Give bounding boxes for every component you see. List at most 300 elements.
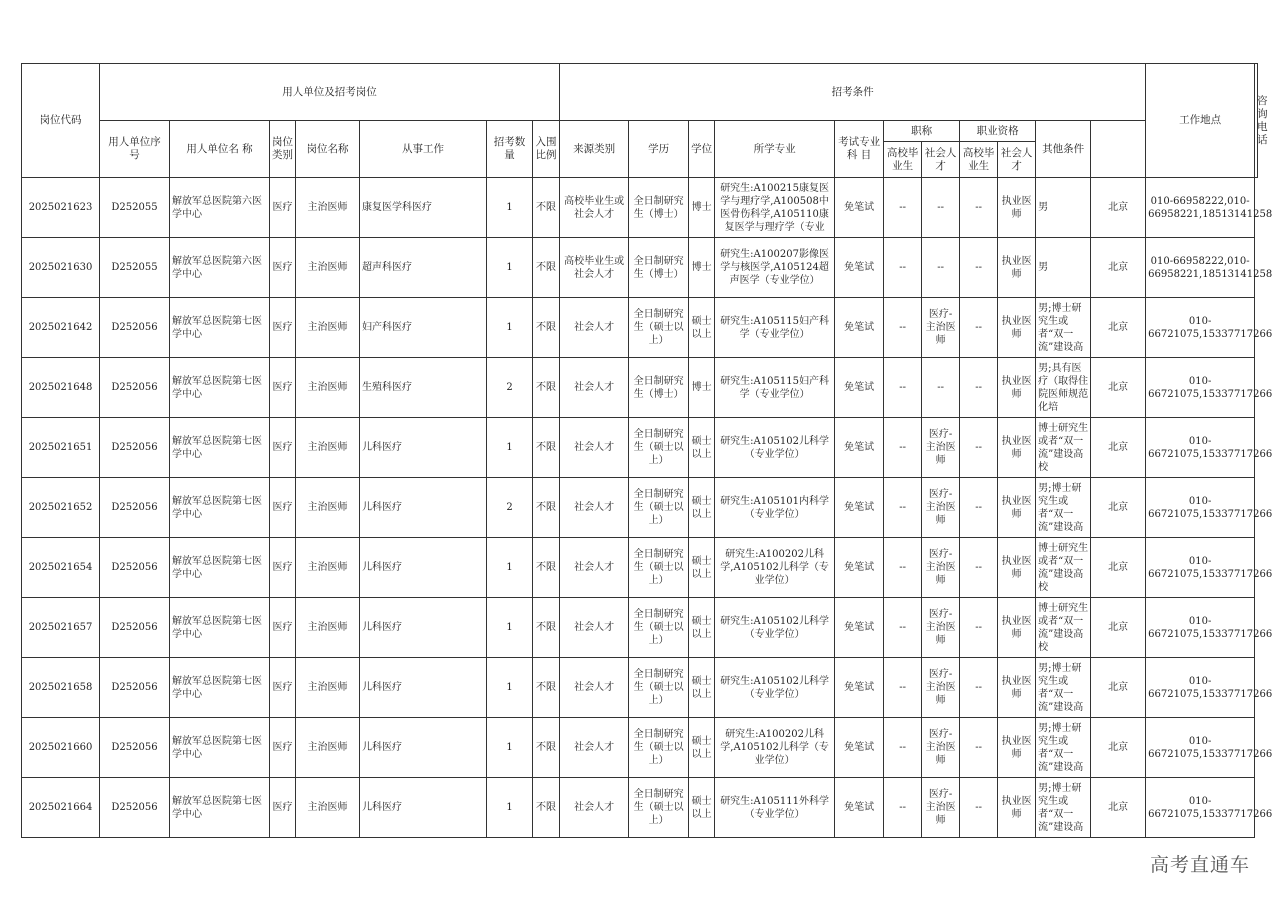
cell-unit-seq-text: D252055	[111, 202, 158, 213]
cell-post-name-text: 主治医师	[307, 382, 348, 393]
cell-exam	[835, 418, 884, 478]
cell-work-text: 生殖科医疗	[362, 382, 412, 393]
cell-education	[629, 238, 689, 298]
cell-title-graduate-text: --	[899, 562, 906, 573]
header-title-group: 职称	[884, 121, 960, 142]
cell-phone-text: 010-66958222,010-66958221,18513141258	[1148, 255, 1273, 280]
cell-education-text: 全日制研究生（硕士以上）	[633, 609, 684, 646]
cell-ratio-text: 不限	[536, 682, 557, 693]
cell-count-text: 1	[506, 202, 513, 213]
cell-degree	[689, 178, 715, 238]
cell-title-graduate	[884, 598, 922, 658]
header-exam: 考试专业科 目	[835, 121, 884, 178]
cell-count-text: 1	[506, 442, 513, 453]
cell-post-type-text: 医疗	[272, 682, 293, 693]
cell-education	[629, 718, 689, 778]
table-row	[22, 718, 1258, 778]
cell-qual-graduate	[960, 538, 998, 598]
cell-major	[715, 358, 835, 418]
cell-unit-seq	[100, 658, 170, 718]
cell-post-name	[296, 238, 360, 298]
cell-qual-social	[998, 418, 1036, 478]
cell-major	[715, 718, 835, 778]
cell-title-social	[922, 178, 960, 238]
cell-exam-text: 免笔试	[844, 622, 875, 633]
cell-exam	[835, 238, 884, 298]
cell-qual-graduate-text: --	[975, 382, 982, 393]
table-row	[22, 238, 1258, 298]
cell-other	[1036, 478, 1091, 538]
table-row	[22, 778, 1258, 838]
cell-exam-text: 免笔试	[844, 502, 875, 513]
cell-title-graduate	[884, 478, 922, 538]
cell-post-code-text: 2025021642	[28, 322, 93, 333]
cell-post-type	[270, 538, 296, 598]
cell-work	[360, 538, 487, 598]
cell-qual-social	[998, 358, 1036, 418]
cell-major	[715, 538, 835, 598]
cell-post-type	[270, 358, 296, 418]
cell-major-text: 研究生:A105115妇产科学（专业学位）	[720, 315, 829, 340]
cell-location	[1091, 238, 1146, 298]
cell-post-type	[270, 238, 296, 298]
cell-post-name	[296, 298, 360, 358]
cell-phone	[1146, 658, 1273, 718]
cell-unit-name	[170, 178, 270, 238]
watermark-text: 高考直通车	[1149, 854, 1250, 876]
cell-location	[1091, 178, 1146, 238]
cell-post-type	[270, 598, 296, 658]
cell-qual-social	[998, 298, 1036, 358]
cell-count	[487, 358, 533, 418]
cell-title-graduate-text: --	[899, 622, 906, 633]
cell-location	[1091, 298, 1146, 358]
header-qual-graduate: 高校毕业生	[960, 142, 998, 178]
cell-unit-name-text: 解放军总医院第七医学中心	[172, 495, 262, 520]
cell-location-text: 北京	[1108, 622, 1129, 633]
cell-other	[1036, 358, 1091, 418]
cell-title-graduate-text: --	[899, 442, 906, 453]
cell-post-code	[22, 418, 100, 478]
cell-phone	[1146, 718, 1273, 778]
cell-unit-seq	[100, 538, 170, 598]
cell-post-code-text: 2025021664	[28, 802, 93, 813]
cell-qual-graduate-text: --	[975, 202, 982, 213]
cell-post-type	[270, 178, 296, 238]
cell-post-name	[296, 418, 360, 478]
cell-post-type-text: 医疗	[272, 802, 293, 813]
cell-post-code	[22, 238, 100, 298]
cell-title-social-text: 医疗-主治医师	[925, 429, 956, 466]
cell-major-text: 研究生:A105102儿科学（专业学位）	[720, 435, 829, 460]
cell-unit-name	[170, 598, 270, 658]
cell-post-name	[296, 598, 360, 658]
cell-degree	[689, 358, 715, 418]
cell-post-type-text: 医疗	[272, 322, 293, 333]
cell-post-type	[270, 418, 296, 478]
cell-phone	[1146, 178, 1273, 238]
cell-other-text: 男;博士研究生或者“双一流”建设高	[1038, 482, 1084, 533]
cell-major	[715, 778, 835, 838]
cell-degree	[689, 658, 715, 718]
cell-source	[560, 358, 629, 418]
cell-post-type	[270, 658, 296, 718]
cell-unit-name-text: 解放军总医院第七医学中心	[172, 375, 262, 400]
table-row	[22, 298, 1258, 358]
cell-unit-seq-text: D252056	[111, 562, 158, 573]
cell-count-text: 1	[506, 682, 513, 693]
cell-work-text: 康复医学科医疗	[362, 202, 432, 213]
cell-major-text: 研究生:A100215康复医学与理疗学,A100508中医骨伤科学,A105110康复医学与理疗学（专业	[720, 182, 829, 233]
cell-education	[629, 658, 689, 718]
header-education: 学历	[629, 121, 689, 178]
cell-ratio	[533, 718, 560, 778]
cell-location-text: 北京	[1108, 502, 1129, 513]
cell-ratio-text: 不限	[536, 202, 557, 213]
cell-post-type-text: 医疗	[272, 742, 293, 753]
cell-other	[1036, 418, 1091, 478]
cell-qual-social	[998, 658, 1036, 718]
cell-unit-name	[170, 718, 270, 778]
cell-count-text: 2	[506, 502, 513, 513]
cell-qual-graduate	[960, 718, 998, 778]
cell-count-text: 1	[506, 742, 513, 753]
cell-qual-social-text: 执业医师	[1001, 795, 1032, 820]
cell-unit-seq	[100, 718, 170, 778]
cell-unit-seq-text: D252055	[111, 262, 158, 273]
cell-qual-graduate-text: --	[975, 502, 982, 513]
cell-title-social	[922, 658, 960, 718]
cell-exam-text: 免笔试	[844, 262, 875, 273]
cell-major	[715, 658, 835, 718]
cell-post-code-text: 2025021648	[28, 382, 93, 393]
cell-other-text: 博士研究生或者“双一流”建设高校	[1038, 542, 1089, 593]
cell-title-social-text: 医疗-主治医师	[925, 609, 956, 646]
cell-qual-social-text: 执业医师	[1001, 195, 1032, 220]
cell-source-text: 社会人才	[574, 442, 615, 453]
cell-unit-name	[170, 418, 270, 478]
recruitment-table	[21, 63, 1273, 838]
cell-qual-graduate-text: --	[975, 742, 982, 753]
cell-post-name-text: 主治医师	[307, 802, 348, 813]
cell-degree-text: 硕士以上	[691, 735, 712, 760]
cell-title-graduate-text: --	[899, 202, 906, 213]
table-row	[22, 418, 1258, 478]
cell-qual-social	[998, 238, 1036, 298]
cell-exam	[835, 658, 884, 718]
cell-other-text: 博士研究生或者“双一流”建设高校	[1038, 602, 1089, 653]
cell-count	[487, 418, 533, 478]
cell-unit-seq	[100, 298, 170, 358]
cell-title-social-text: --	[937, 382, 944, 393]
cell-qual-social	[998, 718, 1036, 778]
cell-unit-seq	[100, 358, 170, 418]
cell-source	[560, 178, 629, 238]
cell-location-text: 北京	[1108, 682, 1129, 693]
cell-other-text: 男;博士研究生或者“双一流”建设高	[1038, 722, 1084, 773]
cell-work	[360, 298, 487, 358]
cell-work	[360, 238, 487, 298]
cell-source-text: 社会人才	[574, 802, 615, 813]
cell-ratio-text: 不限	[536, 262, 557, 273]
cell-post-type	[270, 298, 296, 358]
cell-source	[560, 418, 629, 478]
cell-degree-text: 博士	[691, 202, 712, 213]
cell-qual-social	[998, 598, 1036, 658]
cell-post-name	[296, 778, 360, 838]
cell-qual-graduate-text: --	[975, 262, 982, 273]
cell-exam	[835, 358, 884, 418]
cell-major-text: 研究生:A100207影像医学与核医学,A105124超声医学（专业学位）	[720, 249, 829, 286]
cell-unit-seq-text: D252056	[111, 622, 158, 633]
cell-source-text: 高校毕业生或社会人才	[564, 195, 625, 220]
cell-education	[629, 178, 689, 238]
cell-title-social	[922, 718, 960, 778]
cell-work-text: 妇产科医疗	[362, 322, 412, 333]
cell-degree-text: 硕士以上	[691, 435, 712, 460]
table-row	[22, 538, 1258, 598]
cell-source-text: 社会人才	[574, 562, 615, 573]
cell-post-code-text: 2025021657	[28, 622, 93, 633]
cell-post-name-text: 主治医师	[307, 562, 348, 573]
cell-source	[560, 598, 629, 658]
cell-unit-seq-text: D252056	[111, 682, 158, 693]
cell-title-graduate-text: --	[899, 682, 906, 693]
cell-other-text: 男	[1038, 262, 1049, 273]
cell-work	[360, 658, 487, 718]
cell-ratio-text: 不限	[536, 382, 557, 393]
cell-qual-graduate-text: --	[975, 802, 982, 813]
cell-title-graduate	[884, 718, 922, 778]
header-unit-seq: 用人单位序 号	[100, 121, 170, 178]
cell-post-name	[296, 538, 360, 598]
cell-qual-graduate-text: --	[975, 322, 982, 333]
header-row-2	[22, 121, 1258, 142]
cell-unit-name	[170, 538, 270, 598]
cell-post-code-text: 2025021654	[28, 562, 93, 573]
cell-other	[1036, 538, 1091, 598]
cell-qual-graduate-text: --	[975, 562, 982, 573]
cell-post-code-text: 2025021652	[28, 502, 93, 513]
cell-count	[487, 658, 533, 718]
cell-title-graduate-text: --	[899, 502, 906, 513]
header-ratio: 入围比例	[533, 121, 560, 178]
cell-source	[560, 298, 629, 358]
cell-count-text: 1	[506, 322, 513, 333]
cell-work-text: 儿科医疗	[362, 682, 402, 693]
cell-qual-graduate	[960, 298, 998, 358]
cell-source-text: 社会人才	[574, 502, 615, 513]
cell-degree	[689, 538, 715, 598]
cell-source	[560, 718, 629, 778]
cell-ratio	[533, 358, 560, 418]
cell-phone-text: 010-66721075,15337717266	[1148, 735, 1273, 760]
cell-unit-name-text: 解放军总医院第七医学中心	[172, 795, 262, 820]
cell-title-graduate-text: --	[899, 742, 906, 753]
cell-unit-name-text: 解放军总医院第七医学中心	[172, 315, 262, 340]
cell-qual-graduate	[960, 418, 998, 478]
cell-qual-social-text: 执业医师	[1001, 315, 1032, 340]
cell-location	[1091, 778, 1146, 838]
cell-post-name-text: 主治医师	[307, 202, 348, 213]
header-post-name: 岗位名称	[296, 121, 360, 178]
cell-other-text: 男;博士研究生或者“双一流”建设高	[1038, 782, 1084, 833]
cell-count	[487, 778, 533, 838]
cell-post-type-text: 医疗	[272, 382, 293, 393]
table-row	[22, 598, 1258, 658]
header-work: 从事工作	[360, 121, 487, 178]
cell-unit-name	[170, 358, 270, 418]
cell-ratio-text: 不限	[536, 322, 557, 333]
cell-post-type-text: 医疗	[272, 262, 293, 273]
cell-work	[360, 598, 487, 658]
cell-source-text: 高校毕业生或社会人才	[564, 255, 625, 280]
cell-phone-text: 010-66721075,15337717266	[1148, 555, 1273, 580]
cell-major-text: 研究生:A105101内科学（专业学位）	[720, 495, 829, 520]
header-title-graduate: 高校毕业生	[884, 142, 922, 178]
cell-education-text: 全日制研究生（硕士以上）	[633, 669, 684, 706]
cell-title-graduate-text: --	[899, 262, 906, 273]
cell-other	[1036, 598, 1091, 658]
cell-degree	[689, 418, 715, 478]
cell-education	[629, 298, 689, 358]
cell-degree-text: 博士	[691, 262, 712, 273]
cell-source-text: 社会人才	[574, 322, 615, 333]
cell-source-text: 社会人才	[574, 382, 615, 393]
cell-other-text: 男;博士研究生或者“双一流”建设高	[1038, 662, 1084, 713]
cell-post-name-text: 主治医师	[307, 682, 348, 693]
cell-qual-social-text: 执业医师	[1001, 495, 1032, 520]
cell-other-text: 男;博士研究生或者“双一流”建设高	[1038, 302, 1084, 353]
cell-education	[629, 598, 689, 658]
cell-phone	[1146, 298, 1273, 358]
table-row	[22, 658, 1258, 718]
cell-qual-graduate-text: --	[975, 442, 982, 453]
cell-post-name-text: 主治医师	[307, 742, 348, 753]
cell-unit-seq	[100, 778, 170, 838]
cell-degree	[689, 478, 715, 538]
cell-unit-seq	[100, 238, 170, 298]
cell-education	[629, 418, 689, 478]
cell-education-text: 全日制研究生（博士）	[633, 375, 684, 400]
cell-education	[629, 478, 689, 538]
cell-location-text: 北京	[1108, 382, 1129, 393]
cell-work-text: 儿科医疗	[362, 562, 402, 573]
cell-education-text: 全日制研究生（硕士以上）	[633, 549, 684, 586]
cell-count	[487, 718, 533, 778]
cell-qual-graduate-text: --	[975, 622, 982, 633]
cell-source-text: 社会人才	[574, 682, 615, 693]
cell-post-name	[296, 178, 360, 238]
cell-degree-text: 博士	[691, 382, 712, 393]
cell-count	[487, 238, 533, 298]
cell-work-text: 超声科医疗	[362, 262, 412, 273]
cell-phone	[1146, 418, 1273, 478]
cell-phone	[1146, 238, 1273, 298]
header-unit-name: 用人单位名 称	[170, 121, 270, 178]
cell-post-code-text: 2025021658	[28, 682, 93, 693]
cell-post-name-text: 主治医师	[307, 442, 348, 453]
cell-exam	[835, 298, 884, 358]
cell-degree-text: 硕士以上	[691, 795, 712, 820]
header-post-code: 岗位代码	[22, 64, 100, 178]
cell-degree-text: 硕士以上	[691, 615, 712, 640]
cell-unit-name-text: 解放军总医院第六医学中心	[172, 195, 262, 220]
cell-location	[1091, 358, 1146, 418]
cell-phone-text: 010-66721075,15337717266	[1148, 315, 1273, 340]
cell-title-social-text: 医疗-主治医师	[925, 789, 956, 826]
cell-post-name-text: 主治医师	[307, 502, 348, 513]
cell-qual-graduate	[960, 658, 998, 718]
cell-ratio	[533, 178, 560, 238]
cell-qual-graduate	[960, 478, 998, 538]
cell-unit-name-text: 解放军总医院第七医学中心	[172, 675, 262, 700]
cell-unit-name	[170, 238, 270, 298]
cell-unit-name	[170, 778, 270, 838]
cell-post-name	[296, 478, 360, 538]
header-row-1	[22, 64, 1258, 121]
cell-education	[629, 538, 689, 598]
cell-unit-seq-text: D252056	[111, 442, 158, 453]
cell-ratio-text: 不限	[536, 622, 557, 633]
cell-location	[1091, 418, 1146, 478]
cell-other	[1036, 178, 1091, 238]
header-qual-group: 职业资格	[960, 121, 1036, 142]
cell-phone	[1146, 538, 1273, 598]
cell-qual-social-text: 执业医师	[1001, 435, 1032, 460]
cell-title-graduate	[884, 538, 922, 598]
cell-ratio	[533, 538, 560, 598]
cell-unit-name-text: 解放军总医院第六医学中心	[172, 255, 262, 280]
cell-title-social-text: --	[937, 202, 944, 213]
cell-ratio	[533, 478, 560, 538]
cell-title-graduate	[884, 298, 922, 358]
cell-exam-text: 免笔试	[844, 562, 875, 573]
cell-education-text: 全日制研究生（硕士以上）	[633, 309, 684, 346]
header-count: 招考数量	[487, 121, 533, 178]
table-row	[22, 358, 1258, 418]
cell-exam-text: 免笔试	[844, 382, 875, 393]
cell-education	[629, 778, 689, 838]
cell-ratio-text: 不限	[536, 562, 557, 573]
cell-post-code	[22, 598, 100, 658]
cell-ratio	[533, 598, 560, 658]
cell-major	[715, 238, 835, 298]
cell-unit-seq-text: D252056	[111, 802, 158, 813]
header-location: 工作地点	[1146, 64, 1255, 178]
cell-major	[715, 598, 835, 658]
cell-title-graduate	[884, 238, 922, 298]
cell-exam	[835, 598, 884, 658]
cell-post-type-text: 医疗	[272, 202, 293, 213]
cell-phone	[1146, 598, 1273, 658]
cell-qual-social-text: 执业医师	[1001, 735, 1032, 760]
table-row	[22, 178, 1258, 238]
cell-qual-social	[998, 538, 1036, 598]
cell-qual-social	[998, 178, 1036, 238]
cell-phone	[1146, 358, 1273, 418]
cell-unit-seq	[100, 178, 170, 238]
cell-title-social	[922, 238, 960, 298]
cell-qual-social	[998, 478, 1036, 538]
cell-exam-text: 免笔试	[844, 682, 875, 693]
cell-degree-text: 硕士以上	[691, 495, 712, 520]
cell-qual-graduate	[960, 178, 998, 238]
cell-degree	[689, 718, 715, 778]
cell-post-type	[270, 718, 296, 778]
cell-unit-seq-text: D252056	[111, 382, 158, 393]
cell-major-text: 研究生:A105102儿科学（专业学位）	[720, 615, 829, 640]
